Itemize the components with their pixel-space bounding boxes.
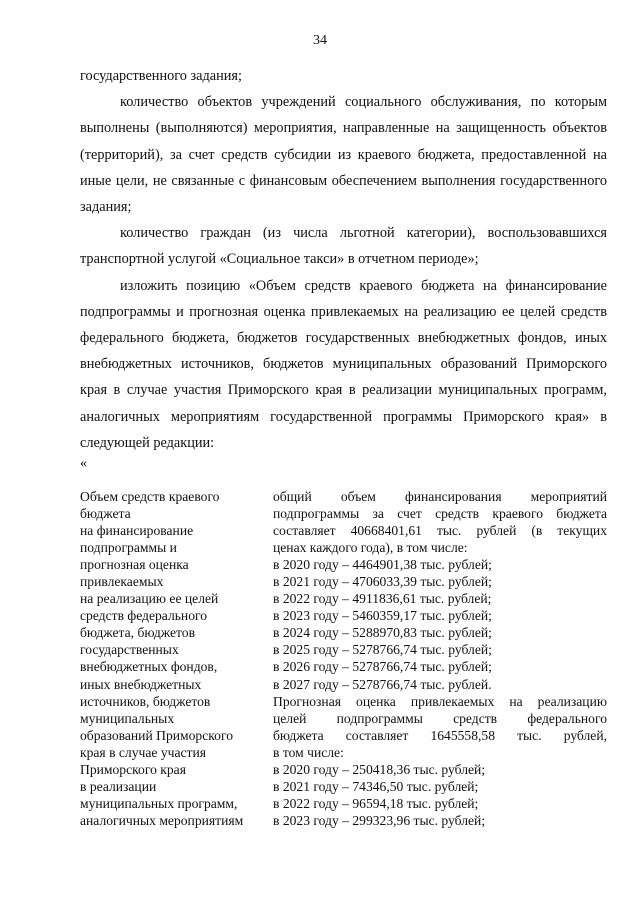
table-right-line: Прогнозная оценка привлекаемых на реализацию (273, 693, 607, 709)
page-number: 34 (313, 33, 327, 48)
table-right-line: в 2027 году – 5278766,74 тыс. рублей. (273, 676, 492, 692)
table-right-line: составляет 40668401,61 тыс. рублей (в текущих (273, 523, 607, 539)
table-left-line: муниципальных программ, (80, 795, 238, 811)
table-left-line: на финансирование (80, 523, 194, 539)
table-right-line: в 2020 году – 4464901,38 тыс. рублей; (273, 557, 492, 573)
table-left-line: края в случае участия (80, 744, 206, 760)
table-right-line: в 2026 году – 5278766,74 тыс. рублей; (273, 659, 492, 675)
opening-quote-mark: « (80, 456, 87, 471)
table-right-line: в 2023 году – 299323,96 тыс. рублей; (273, 812, 486, 828)
table-left-line: муниципальных (80, 710, 175, 726)
table-left-line: образований Приморского (80, 727, 233, 743)
table-right-line: целей подпрограммы средств федерального (273, 710, 607, 726)
table-left-line: подпрограммы и (80, 540, 177, 556)
table-left-line: Приморского края (80, 761, 186, 777)
table-right-line: в 2021 году – 4706033,39 тыс. рублей; (273, 574, 492, 590)
paragraph: количество объектов учреждений социального обслуживания, по которым выполнены (выполняются) мероприятия, направленные на защищенность объектов (территорий), за счет средств субсидии из краевого бюджета, предоставленной на иные цели, не связанные с финансовым обеспечением выполнения государственного задания; (80, 94, 607, 216)
table-right-line: в 2023 году – 5460359,17 тыс. рублей; (273, 608, 492, 624)
table-left-column (80, 488, 270, 829)
table-right-line: в 2021 году – 74346,50 тыс. рублей; (273, 778, 479, 794)
table-right-column (273, 488, 607, 829)
table-left-line: прогнозная оценка (80, 557, 189, 573)
table-left-line: Объем средств краевого (80, 489, 220, 504)
table-left-line: бюджета (80, 506, 131, 522)
table-left-line: привлекаемых (80, 574, 164, 590)
table-left-line: иных внебюджетных (80, 676, 202, 692)
table-left-line: источников, бюджетов (80, 693, 211, 709)
table-right-line: подпрограммы за счет средств краевого бюджета (273, 506, 607, 522)
table-left-line: в реализации (80, 778, 157, 794)
table-left-line: аналогичных мероприятиям (80, 812, 244, 828)
paragraph: государственного задания; (80, 68, 242, 84)
table-right-line: в 2022 году – 96594,18 тыс. рублей; (273, 795, 479, 811)
table-right-line: в 2024 году – 5288970,83 тыс. рублей; (273, 625, 492, 641)
table-right-line: бюджета составляет 1645558,58 тыс. рублей, (273, 727, 607, 743)
table-right-line: в 2022 году – 4911836,61 тыс. рублей; (273, 591, 492, 607)
table-right-line: ценах каждого года), в том числе: (273, 540, 468, 556)
table-right-line: в 2020 году – 250418,36 тыс. рублей; (273, 761, 486, 777)
table-right-line: общий объем финансирования мероприятий (273, 489, 607, 504)
body-text (80, 63, 607, 456)
table-left-line: бюджета, бюджетов (80, 625, 196, 641)
table-left-line: на реализацию ее целей (80, 591, 219, 607)
table-right-line: в том числе: (273, 744, 344, 760)
table-right-line: в 2025 году – 5278766,74 тыс. рублей; (273, 642, 492, 658)
table-left-line: внебюджетных фондов, (80, 659, 218, 675)
paragraph: изложить позицию «Объем средств краевого бюджета на финансирование подпрограммы и прогнозная оценка привлекаемых на реализацию ее целей средств федерального бюджета, бюджетов государственных внебюджетных фондов, иных внебюджетных источников, бюджетов муниципальных образований Приморского края в случае участия Приморского края в реализации муниципальных программ, аналогичных мероприятиям государственной программы Приморского края» в следующей редакции: (80, 277, 607, 451)
paragraph: количество граждан (из числа льготной категории), воспользовавшихся транспортной услугой «Социальное такси» в отчетном периоде»; (80, 225, 607, 268)
table-left-line: государственных (80, 642, 179, 658)
table-left-line: средств федерального (80, 608, 208, 624)
